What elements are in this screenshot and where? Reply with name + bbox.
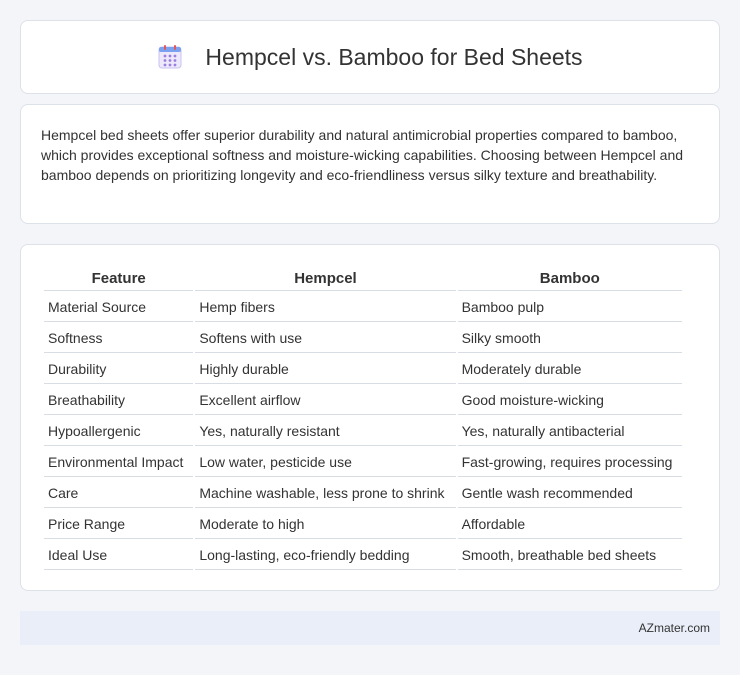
title-card: [20, 20, 720, 94]
bamboo-cell: Good moisture-wicking: [458, 386, 682, 415]
bamboo-cell: Moderately durable: [458, 355, 682, 384]
feature-cell: Care: [44, 479, 193, 508]
hempcel-cell: Softens with use: [195, 324, 455, 353]
table-row: [44, 417, 682, 446]
table-row: [44, 355, 682, 384]
hempcel-cell: Hemp fibers: [195, 293, 455, 322]
hempcel-cell: Low water, pesticide use: [195, 448, 455, 477]
header-hempcel: Hempcel: [195, 267, 455, 291]
header-feature: Feature: [44, 267, 193, 291]
hempcel-cell: Machine washable, less prone to shrink: [195, 479, 455, 508]
table-row: [44, 510, 682, 539]
hempcel-cell: Excellent airflow: [195, 386, 455, 415]
hempcel-cell: Moderate to high: [195, 510, 455, 539]
table-row: [44, 448, 682, 477]
feature-cell: Ideal Use: [44, 541, 193, 570]
comparison-table-card: [20, 244, 720, 591]
bamboo-cell: Fast-growing, requires processing: [458, 448, 682, 477]
bamboo-cell: Gentle wash recommended: [458, 479, 682, 508]
hempcel-cell: Long-lasting, eco-friendly bedding: [195, 541, 455, 570]
feature-cell: Hypoallergenic: [44, 417, 193, 446]
bamboo-cell: Bamboo pulp: [458, 293, 682, 322]
table-row: [44, 324, 682, 353]
page-title: Hempcel vs. Bamboo for Bed Sheets: [205, 43, 583, 70]
table-header-row: [44, 267, 682, 291]
table-row: [44, 293, 682, 322]
feature-cell: Softness: [44, 324, 193, 353]
footer-site-link[interactable]: AZmater.com: [638, 621, 710, 635]
footer-bar: [20, 611, 720, 645]
summary-card: [20, 104, 720, 224]
calendar-icon: [157, 44, 183, 70]
summary-text: Hempcel bed sheets offer superior durability and natural antimicrobial properties compared to bamboo, which provides exceptional softness and moisture-wicking capabilities. Choosing between Hempcel and bamboo depends on prioritizing longevity and eco-friendliness versus silky texture and breathability.: [41, 127, 684, 183]
bamboo-cell: Smooth, breathable bed sheets: [458, 541, 682, 570]
feature-cell: Durability: [44, 355, 193, 384]
hempcel-cell: Highly durable: [195, 355, 455, 384]
table-row: [44, 479, 682, 508]
feature-cell: Price Range: [44, 510, 193, 539]
comparison-table: [42, 265, 684, 572]
header-bamboo: Bamboo: [458, 267, 682, 291]
table-row: [44, 541, 682, 570]
feature-cell: Environmental Impact: [44, 448, 193, 477]
bamboo-cell: Affordable: [458, 510, 682, 539]
feature-cell: Breathability: [44, 386, 193, 415]
bamboo-cell: Yes, naturally antibacterial: [458, 417, 682, 446]
hempcel-cell: Yes, naturally resistant: [195, 417, 455, 446]
feature-cell: Material Source: [44, 293, 193, 322]
table-row: [44, 386, 682, 415]
bamboo-cell: Silky smooth: [458, 324, 682, 353]
